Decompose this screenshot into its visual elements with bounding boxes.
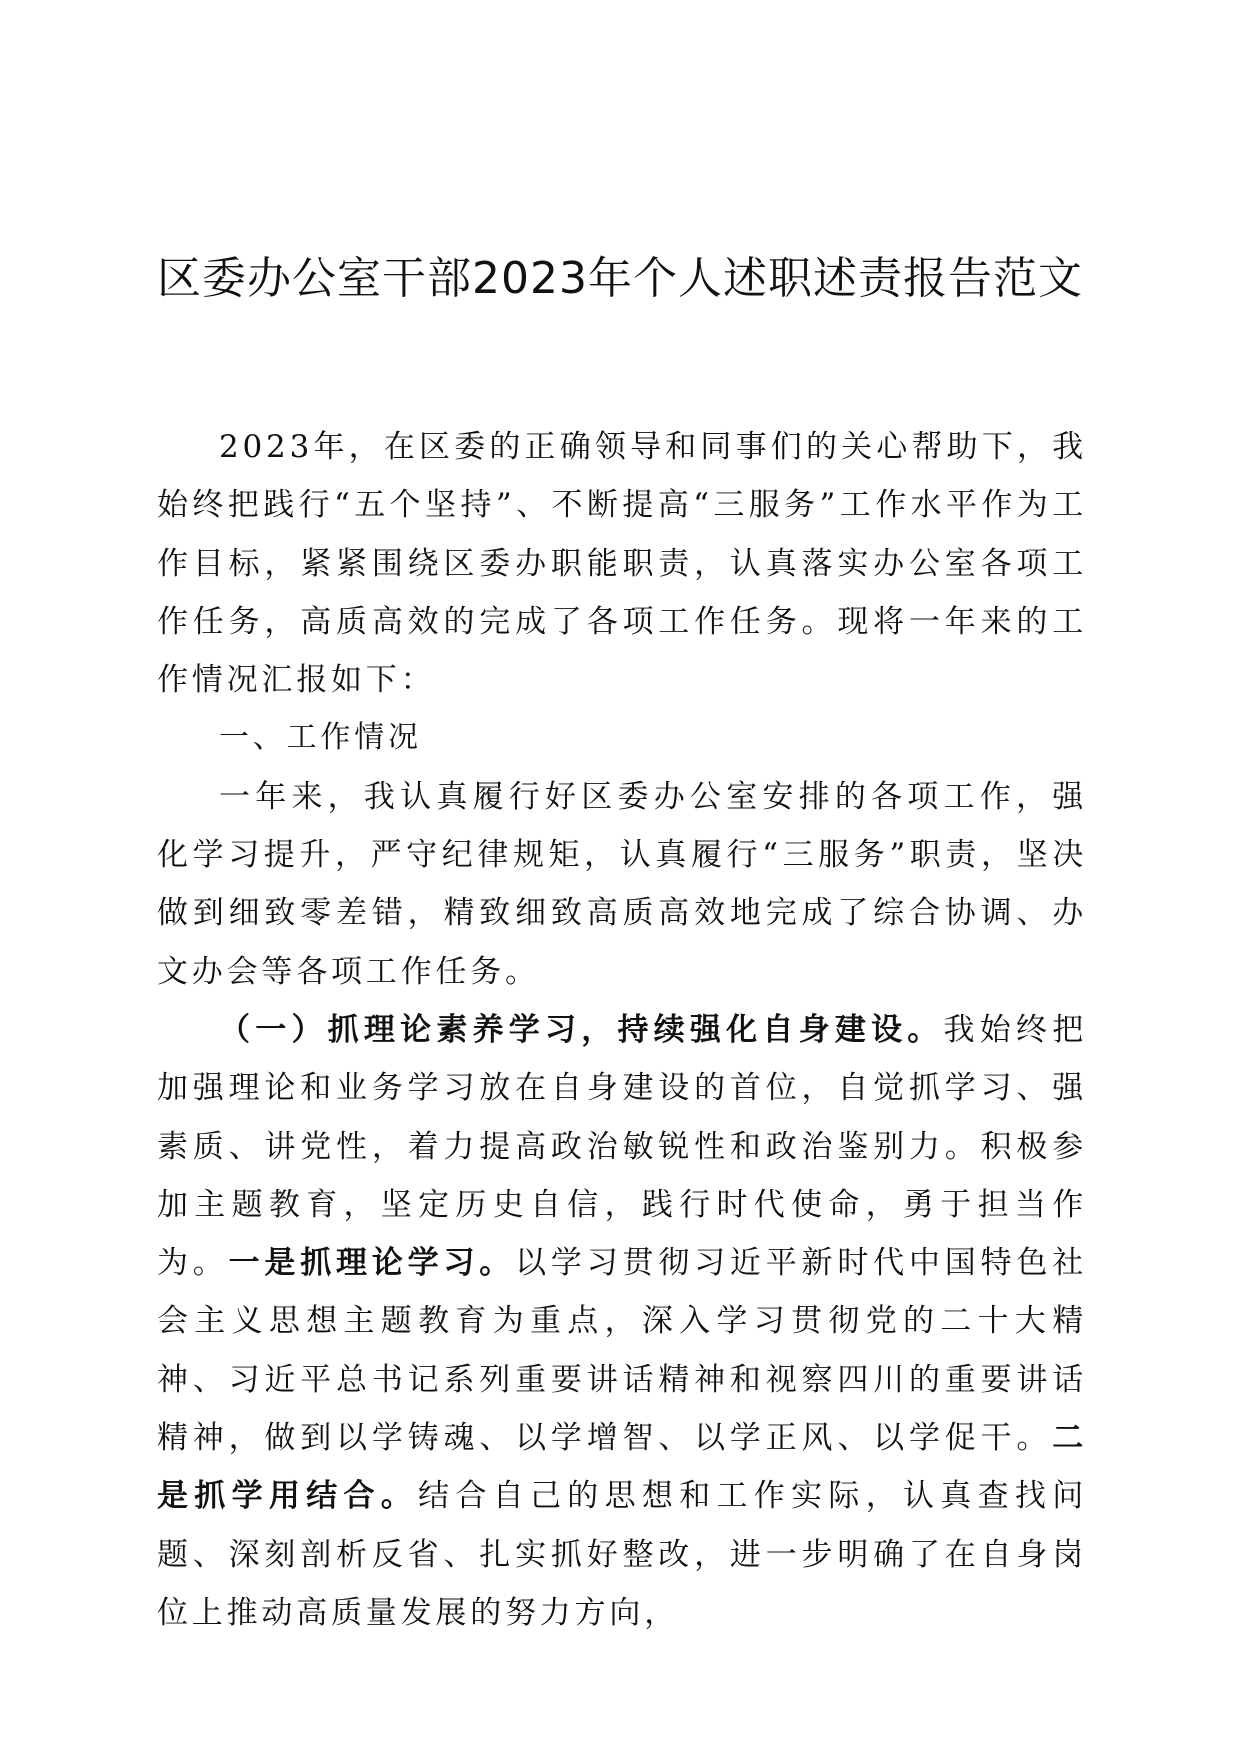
- point-2-text: 结合自己的思想和工作实际，认真查找问题、深刻剖析反省、扎实抓好整改，进一步明确了在自身岗位上推动高质量发展的努力方向，: [157, 1478, 1087, 1631]
- section-heading-work-status: 一、工作情况: [219, 720, 422, 756]
- document-body: [157, 418, 1087, 1642]
- theory-study-text-a: 我始终把加强理论和业务学习放在自身建设的首位，自觉抓学习、强素质、讲党性，着力提高政治敏锐性和政治鉴别力。积极参加主题教育，坚定历史自信，践行时代使命，勇于担当作为。: [157, 1011, 1088, 1282]
- intro-paragraph: 2023年，在区委的正确领导和同事们的关心帮助下，我始终把践行“五个坚持”、不断提高“三服务”工作水平作为工作目标，紧紧围绕区委办职能职责，认真落实办公室各项工作任务，高质高效的完成了各项工作任务。现将一年来的工作情况汇报如下：: [157, 429, 1087, 699]
- point-1-label: 一是抓理论学习。: [228, 1245, 516, 1282]
- subsection-heading-theory-study: （一）抓理论素养学习，持续强化自身建设。: [219, 1011, 944, 1048]
- document-title: 区委办公室干部2023年个人述职述责报告范文: [157, 253, 1083, 304]
- point-2-label: 二是抓学用结合。: [157, 1420, 1087, 1515]
- point-1-text: 以学习贯彻习近平新时代中国特色社会主义思想主题教育为重点，深入学习贯彻党的二十大精神、习近平总书记系列重要讲话精神和视察四川的重要讲话精神，做到以学铸魂、以学增智、以学正风、以学促干。: [157, 1245, 1087, 1457]
- work-status-paragraph: 一年来，我认真履行好区委办公室安排的各项工作，强化学习提升，严守纪律规矩，认真履行“三服务”职责，坚决做到细致零差错，精致细致高质高效地完成了综合协调、办文办会等各项工作任务。: [157, 778, 1087, 990]
- theory-study-paragraph: [157, 1001, 1087, 1642]
